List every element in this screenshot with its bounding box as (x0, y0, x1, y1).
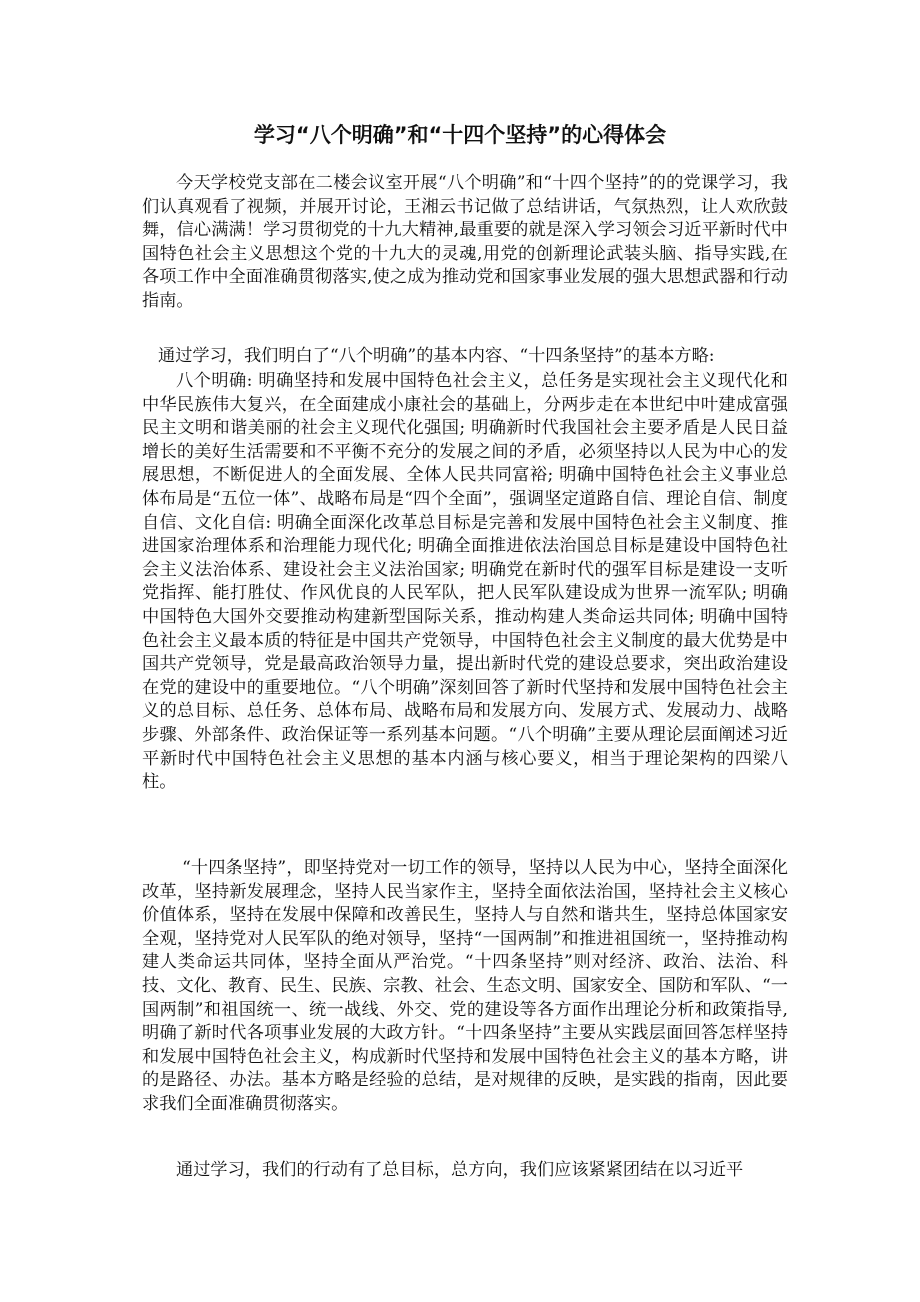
paragraph-intro: 今天学校党支部在二楼会议室开展“八个明确”和“十四个坚持”的的党课学习，我们认真观看了视频，并展开讨论，王湘云书记做了总结讲话，气氛热烈，让人欢欣鼓舞，信心满满！学习贯彻党的十九大精神,最重要的就是深入学习领会习近平新时代中国特色社会主义思想这个党的十九大的灵魂,用党的创新理论武装头脑、指导实践,在各项工作中全面准确贯彻落实,使之成为推动党和国家事业发展的强大思想武器和行动指南。 (142, 173, 788, 311)
paragraph-summary-lead: 通过学习，我们明白了“八个明确”的基本内容、“十四条坚持”的基本方略: (158, 346, 715, 366)
paragraph-eight-clarifications: 八个明确: 明确坚持和发展中国特色社会主义，总任务是实现社会主义现代化和中华民族伟大复兴，在全面建成小康社会的基础上，分两步走在本世纪中叶建成富强民主文明和谐美丽的社会主义现代化强国; 明确新时代我国社会主要矛盾是人民日益增长的美好生活需要和不平衡不充分的发展之间的矛盾，必须坚持以人民为中心的发展思想，不断促进人的全面发展、全体人民共同富裕; 明确中国特色社会主义事业总体布局是“五位一体”、战略布局是“四个全面”，强调坚定道路自信、理论自信、制度自信、文化自信: 明确全面深化改革总目标是完善和发展中国特色社会主义制度、推进国家治理体系和治理能力现代化; 明确全面推进依法治国总目标是建设中国特色社会主义法治体系、建设社会主义法治国家; 明确党在新时代的强军目标是建设一支听党指挥、能打胜仗、作风优良的人民军队，把人民军队建设成为世界一流军队; 明确中国特色大国外交要推动构建新型国际关系，推动构建人类命运共同体; 明确中国特色社会主义最本质的特征是中国共产党领导，中国特色社会主义制度的最大优势是中国共产党领导，党是最高政治领导力量，提出新时代党的建设总要求，突出政治建设在党的建设中的重要地位。“八个明确”深刻回答了新时代坚持和发展中国特色社会主义的总目标、总任务、总体布局、战略布局和发展方向、发展方式、发展动力、战略步骤、外部条件、政治保证等一系列基本问题。“八个明确”主要从理论层面阐述习近平新时代中国特色社会主义思想的基本内涵与核心要义，相当于理论架构的四梁八柱。 (142, 371, 788, 793)
paragraph-fourteen-commitments: “十四条坚持”，即坚持党对一切工作的领导，坚持以人民为中心，坚持全面深化改革，坚持新发展理念，坚持人民当家作主，坚持全面依法治国，坚持社会主义核心价值体系，坚持在发展中保障和改善民生，坚持人与自然和谐共生，坚持总体国家安全观，坚持党对人民军队的绝对领导，坚持“一国两制”和推进祖国统一，坚持推动构建人类命运共同体，坚持全面从严治党。“十四条坚持”则对经济、政治、法治、科技、文化、教育、民生、民族、宗教、社会、生态文明、国家安全、国防和军队、“一国两制”和祖国统一、统一战线、外交、党的建设等各方面作出理论分析和政策指导,明确了新时代各项事业发展的大政方针。“十四条坚持”主要从实践层面回答怎样坚持和发展中国特色社会主义，构成新时代坚持和发展中国特色社会主义的基本方略，讲的是路径、办法。基本方略是经验的总结，是对规律的反映，是实践的指南，因此要求我们全面准确贯彻落实。 (142, 858, 788, 1114)
document-title: 学习“八个明确”和“十四个坚持”的心得体会 (253, 123, 667, 147)
paragraph-conclusion: 通过学习，我们的行动有了总目标，总方向，我们应该紧紧团结在以习近平 (176, 1160, 744, 1180)
